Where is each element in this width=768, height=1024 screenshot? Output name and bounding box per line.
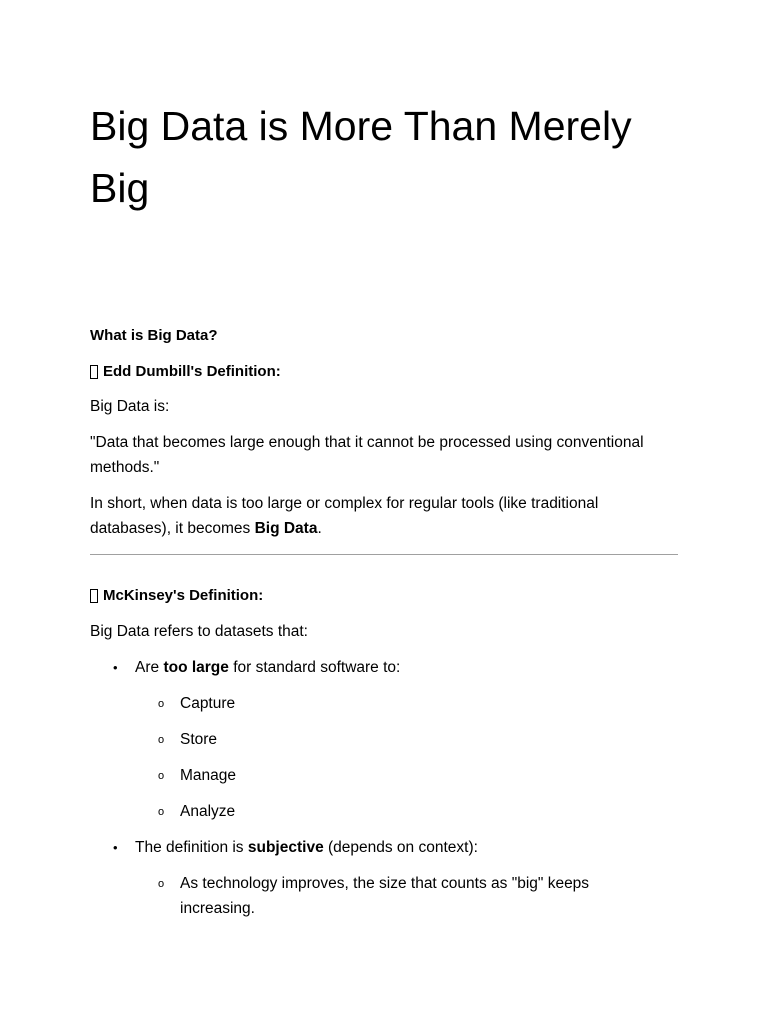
bullet-icon: •	[113, 660, 118, 675]
sub-list	[135, 691, 678, 824]
item-text: Are	[135, 659, 164, 676]
dumbill-heading-text: Edd Dumbill's Definition:	[103, 363, 281, 380]
dumbill-heading	[90, 361, 678, 383]
item-text: The definition is	[135, 839, 248, 856]
circle-bullet-icon: o	[158, 770, 165, 782]
horizontal-divider	[90, 554, 678, 555]
missing-glyph-icon	[90, 365, 98, 379]
sub-list-item	[135, 727, 600, 752]
circle-bullet-icon: o	[158, 698, 165, 710]
circle-bullet-icon: o	[158, 878, 165, 890]
sub-list-item	[135, 763, 600, 788]
dumbill-quote: "Data that becomes large enough that it cannot be processed using conventional methods."	[90, 434, 644, 476]
mckinsey-list	[90, 655, 678, 921]
circle-bullet-icon: o	[158, 806, 165, 818]
item-text-end: (depends on context):	[323, 839, 478, 856]
sub-item-text: Analyze	[180, 803, 236, 820]
item-bold: too large	[163, 659, 229, 676]
sub-item-text: As technology improves, the size that counts as "big" keeps increasing.	[180, 875, 590, 917]
page-title: Big Data is More Than Merely Big	[90, 103, 632, 211]
sub-list	[135, 871, 678, 921]
sub-item-text: Store	[180, 731, 218, 748]
item-bold: subjective	[247, 839, 324, 856]
sub-list-item	[135, 871, 600, 921]
dumbill-summary	[90, 491, 678, 541]
list-item	[90, 655, 678, 824]
mckinsey-heading-text: McKinsey's Definition:	[103, 587, 264, 604]
sub-item-text: Capture	[180, 695, 236, 712]
section-heading: What is Big Data?	[90, 327, 218, 344]
sub-item-text: Manage	[180, 767, 237, 784]
dumbill-summary-text: In short, when data is too large or complex for regular tools (like traditional databases), it becomes	[90, 495, 599, 537]
dumbill-intro: Big Data is:	[90, 398, 170, 415]
mckinsey-heading	[90, 585, 678, 607]
dumbill-summary-end: .	[317, 520, 322, 537]
list-item	[90, 835, 678, 921]
mckinsey-intro: Big Data refers to datasets that:	[90, 623, 308, 640]
sub-list-item	[135, 691, 600, 716]
circle-bullet-icon: o	[158, 734, 165, 746]
item-text-end: for standard software to:	[228, 659, 401, 676]
missing-glyph-icon	[90, 589, 98, 603]
sub-list-item	[135, 799, 600, 824]
bullet-icon: •	[113, 840, 118, 855]
dumbill-summary-bold: Big Data	[254, 520, 318, 537]
